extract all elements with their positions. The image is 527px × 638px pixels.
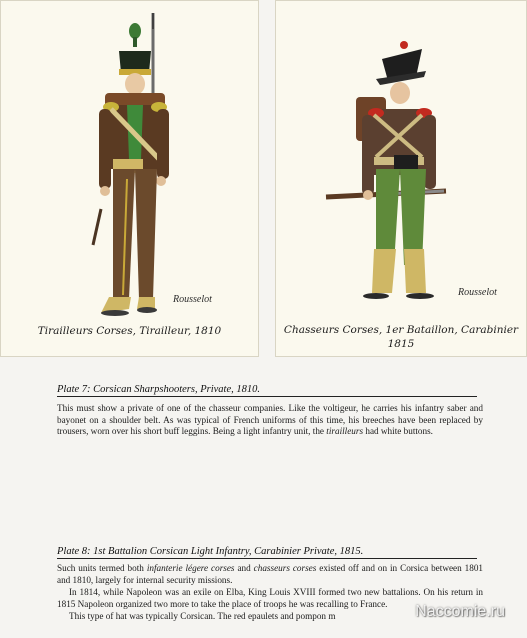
- plate8-p1-mid: and: [234, 563, 254, 573]
- carabinier-illustration: [276, 9, 527, 309]
- artist-signature: Rousselot: [173, 294, 212, 305]
- site-watermark: Naccomie.ru: [415, 603, 505, 620]
- plate8-paragraph-3: This type of hat was typically Corsican. The red epaulets and pompon m: [69, 611, 336, 621]
- caption-line-1: Chasseurs Corses, 1er Bataillon, Carabinier: [283, 324, 519, 336]
- plate-card-carabinier: [275, 0, 527, 357]
- plate7-text-a: This must show a private of one of the chasseur companies. Like the voltigeur, he carries his infantry saber and bayonet on a shoulder belt. As was typical of French uniforms of this time, his breeches have been replaced by trousers, worn over his short buff leggins. Being a light infantry unit, the: [57, 403, 483, 437]
- plate7-text-b: had white buttons.: [363, 426, 433, 437]
- artist-signature: Rousselot: [458, 287, 497, 298]
- plate8-p1-em1: infanterie légere corses: [146, 563, 235, 573]
- plate7-text-em: tirailleurs: [326, 426, 364, 437]
- plate-caption-carabinier: [276, 323, 526, 351]
- plate-card-tirailleur: [0, 0, 259, 357]
- plate8-paragraph-1: [57, 563, 483, 586]
- plate-caption-tirailleur: Tirailleurs Corses, Tirailleur, 1810: [37, 325, 222, 337]
- caption-line-2: 1815: [387, 338, 415, 350]
- plate7-paragraph: [57, 403, 483, 438]
- plate7-title: Plate 7: Corsican Sharpshooters, Private, 1810.: [57, 384, 477, 397]
- plate8-p1-b: existed off and on in Corsica between 1801 and 1810, largely for internal security missions.: [57, 563, 484, 585]
- tirailleur-illustration: [1, 9, 260, 319]
- plate8-p1-em2: chasseurs corses: [253, 563, 317, 573]
- plate8-paragraph-2: In 1814, while Napoleon was an exile on Elba, King Louis XVIII formed two new battalions. On his return in 1815 Napoleon organized two more to take the place of troops he was recalling to France.: [57, 587, 483, 609]
- plate8-title: Plate 8: 1st Battalion Corsican Light Infantry, Carabinier Private, 1815.: [57, 546, 477, 559]
- plate8-p1-a: Such units termed both: [57, 563, 147, 573]
